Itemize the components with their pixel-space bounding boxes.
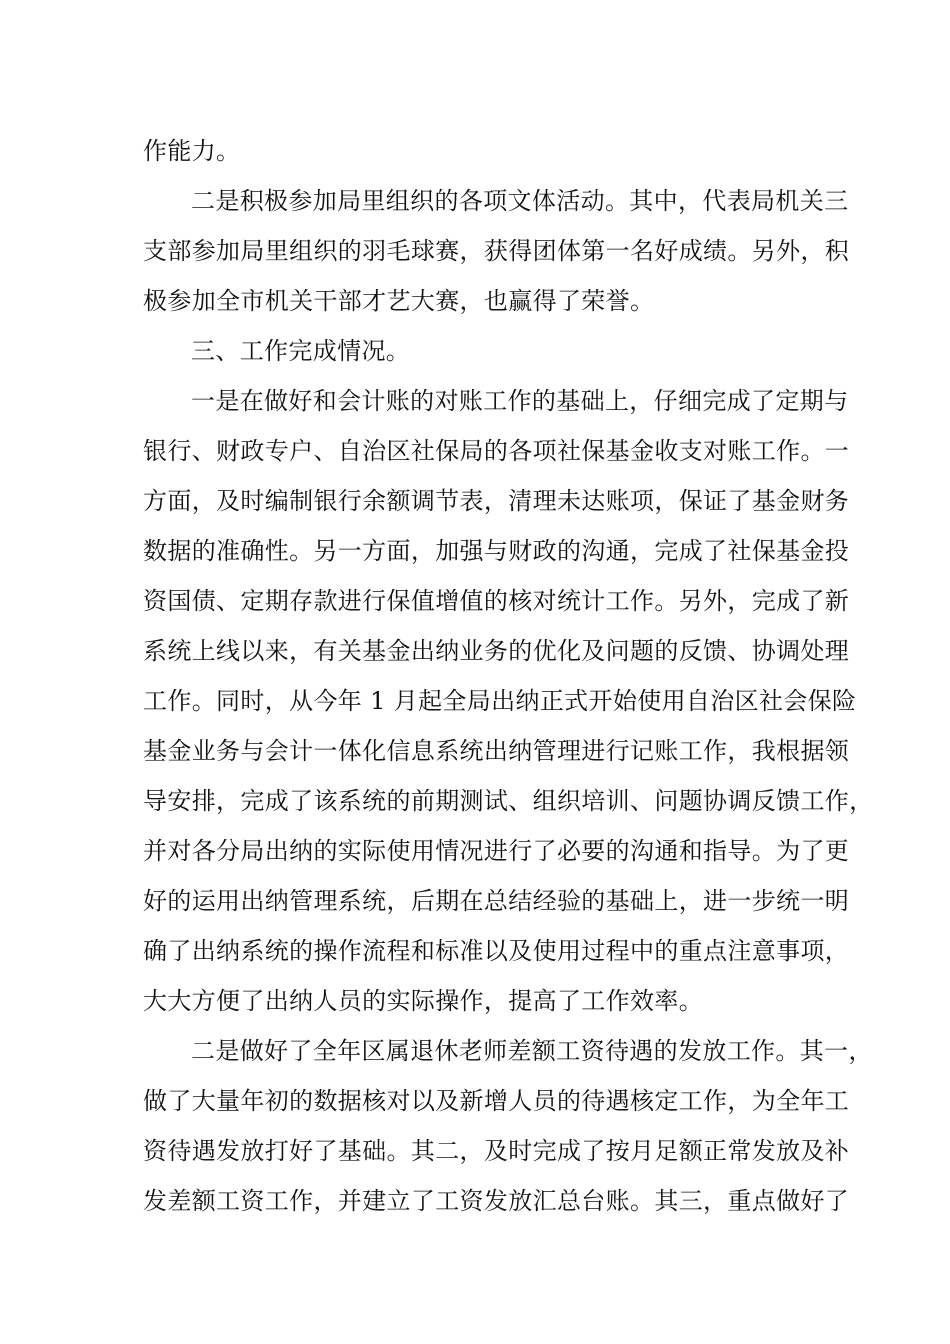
text-line: 作能力。 bbox=[143, 137, 241, 165]
text-line: 并对各分局出纳的实际使用情况进行了必要的沟通和指导。为了更 bbox=[143, 837, 850, 865]
text-line: 确了出纳系统的操作流程和标准以及使用过程中的重点注意事项， bbox=[143, 937, 850, 965]
text-line: 二是积极参加局里组织的各项文体活动。其中，代表局机关三 bbox=[191, 187, 849, 215]
text-line: 基金业务与会计一体化信息系统出纳管理进行记账工作，我根据领 bbox=[143, 737, 850, 765]
text-line: 二是做好了全年区属退休老师差额工资待遇的发放工作。其一， bbox=[191, 1037, 873, 1065]
text-line: 一是在做好和会计账的对账工作的基础上，仔细完成了定期与 bbox=[191, 387, 849, 415]
text-line: 工作。同时，从今年 1 月起全局出纳正式开始使用自治区社会保险 bbox=[143, 687, 857, 715]
text-line: 方面，及时编制银行余额调节表，清理未达账项，保证了基金财务 bbox=[143, 487, 850, 515]
text-line: 数据的准确性。另一方面，加强与财政的沟通，完成了社保基金投 bbox=[143, 537, 850, 565]
text-line: 银行、财政专户、自治区社保局的各项社保基金收支对账工作。一 bbox=[143, 437, 850, 465]
text-line: 支部参加局里组织的羽毛球赛，获得团体第一名好成绩。另外，积 bbox=[143, 237, 850, 265]
text-line: 好的运用出纳管理系统，后期在总结经验的基础上，进一步统一明 bbox=[143, 887, 850, 915]
text-line: 发差额工资工作，并建立了工资发放汇总台账。其三，重点做好了 bbox=[143, 1187, 850, 1215]
text-line: 极参加全市机关干部才艺大赛，也赢得了荣誉。 bbox=[143, 287, 655, 315]
text-line: 做了大量年初的数据核对以及新增人员的待遇核定工作，为全年工 bbox=[143, 1087, 850, 1115]
text-line: 大大方便了出纳人员的实际操作，提高了工作效率。 bbox=[143, 987, 704, 1015]
section-heading: 三、工作完成情况。 bbox=[191, 337, 411, 365]
text-line: 系统上线以来，有关基金出纳业务的优化及问题的反馈、协调处理 bbox=[143, 637, 850, 665]
text-line: 资国债、定期存款进行保值增值的核对统计工作。另外，完成了新 bbox=[143, 587, 850, 615]
text-line: 导安排，完成了该系统的前期测试、组织培训、问题协调反馈工作， bbox=[143, 787, 874, 815]
text-line: 资待遇发放打好了基础。其二，及时完成了按月足额正常发放及补 bbox=[143, 1137, 850, 1165]
